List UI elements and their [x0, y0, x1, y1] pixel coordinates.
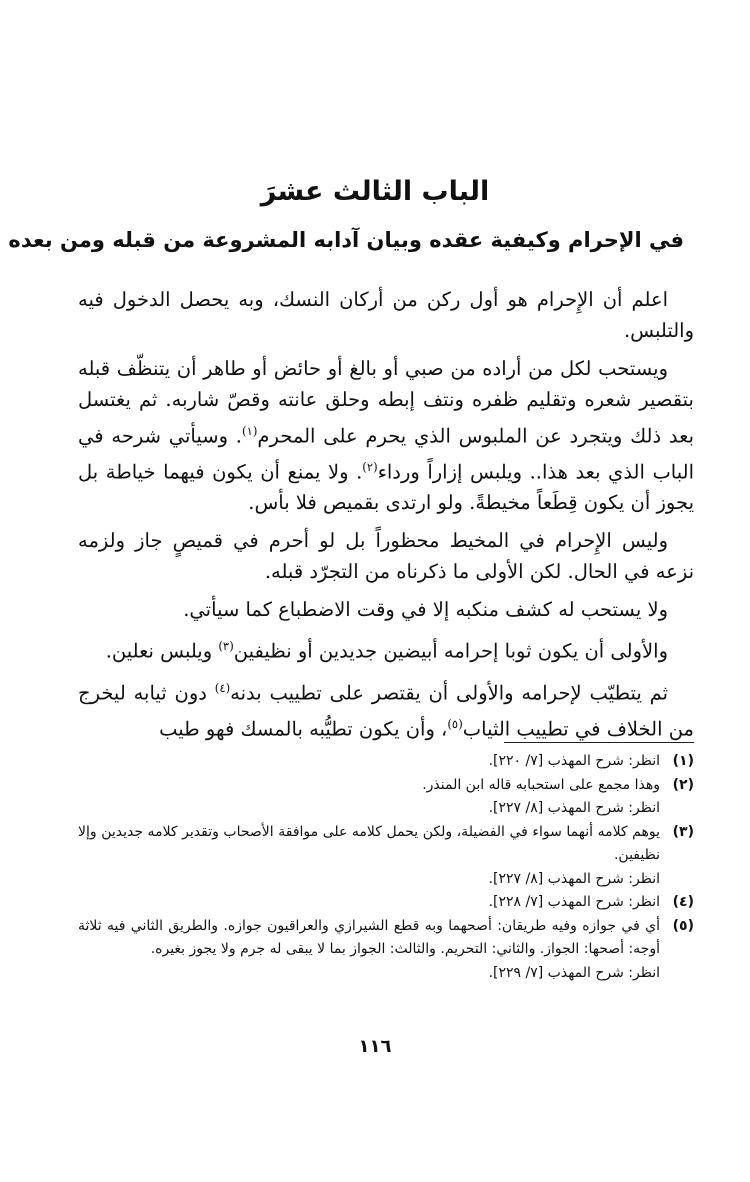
- footnote-4: [78, 891, 694, 915]
- paragraph-1: اعلم أن الإِحرام هو أول ركن من أركان النسك، وبه يحصل الدخول فيه والتلبس.: [78, 288, 694, 343]
- main-text: [78, 284, 694, 751]
- footnote-ref-3: (٣): [218, 639, 234, 654]
- paragraph-6-part-a: ثم يتطيّب لإحرامه والأولى أن يقتصر على تطييب بدنه: [230, 681, 668, 705]
- footnote-ref-1: (١): [242, 423, 258, 438]
- paragraph-4: ولا يستحب له كشف منكبه إلا في وقت الاضطباع كما سيأتي.: [183, 597, 668, 621]
- footnote-5: [78, 915, 694, 986]
- footnote-3: [78, 821, 694, 892]
- footnote-text: انظر: شرح المهذب [٨/ ٢٢٧].: [488, 800, 660, 816]
- footnote-text: انظر: شرح المهذب [٧/ ٢٢٨].: [488, 894, 660, 910]
- footnote-number: (٣): [672, 823, 694, 840]
- footnote-number: (٤): [672, 894, 694, 910]
- chapter-title: الباب الثالث عشرَ: [260, 176, 490, 207]
- paragraph-5: [78, 631, 694, 667]
- paragraph-2: [78, 353, 694, 519]
- paragraph-6: [78, 673, 694, 745]
- footnote-text: أي في جوازه وفيه طريقان: أصحهما وبه قطع الشيرازي والعراقيون جوازه. والطريق الثاني فيه ثلاثة أوجه: أصحها: الجواز. والثاني: التحريم. والثالث: الجواز بما لا يبقى له جرم ولا يجوز بغيره.: [78, 917, 660, 957]
- paragraph-2-part-c: . ولا يمنع أن يكون فيهما خياطة بل يجوز أن يكون قِطَعاً مخيطةً. ولو ارتدى بقميص فلا بأس.: [78, 460, 694, 515]
- footnote-2: [78, 774, 694, 821]
- footnote-number: (٢): [672, 776, 694, 793]
- footnote-text: يوهم كلامه أنهما سواء في الفضيلة، ولكن يحمل كلامه على موافقة الأصحاب وتقدير كلامه جديدين وإلا نظيفين.: [78, 823, 660, 863]
- footnote-number: (١): [672, 753, 694, 769]
- footnote-text: انظر: شرح المهذب [٧/ ٢٢٠].: [488, 753, 660, 769]
- footnote-divider: [504, 742, 694, 743]
- footnote-ref-5: (٥): [447, 716, 463, 731]
- chapter-subtitle: في الإحرام وكيفية عقده وبيان آدابه المشروعة من قبله ومن بعده: [8, 228, 684, 252]
- paragraph-6-part-b: دون ثيابه ليخرج من الخلاف في تطييب الثياب: [78, 681, 694, 741]
- paragraph-3: وليس الإِحرام في المخيط محظوراً بل لو أحرم في قميصٍ جاز ولزمه نزعه في الحال. لكن الأولى ما ذكرناه من التجرّد قبله.: [78, 528, 694, 584]
- footnote-text: انظر: شرح المهذب [٧/ ٢٢٩].: [488, 964, 660, 981]
- paragraph-6-part-c: ، وأن يكون تطيُّبه بالمسك فهو طيب: [159, 717, 448, 741]
- footnotes: [78, 750, 694, 985]
- footnote-ref-2: (٢): [362, 459, 378, 474]
- paragraph-5-part-a: والأولى أن يكون ثوبا إحرامه أبيضين جديدين أو نظيفين: [233, 639, 668, 663]
- footnote-text: انظر: شرح المهذب [٨/ ٢٢٧].: [488, 870, 660, 887]
- footnote-ref-4: (٤): [214, 680, 231, 695]
- paragraph-5-part-b: ويلبس نعلين.: [105, 639, 219, 663]
- footnote-text: وهذا مجمع على استحبابه قاله ابن المنذر.: [422, 776, 660, 793]
- page-number: ١١٦: [358, 1036, 392, 1057]
- paragraph-2-part-b: . وسيأتي شرحه في الباب الذي بعد هذا.. ويلبس إزاراً ورداء: [78, 424, 694, 484]
- paragraph-2-part-a: ويستحب لكل من أراده من صبي أو بالغ أو حائض أو طاهر أن يتنظّف قبله بتقصير شعره وتقليم ظفره ونتف إبطه وحلق عانته وقصّ شاربه. ثم يغتسل بعد ذلك ويتجرد عن الملبوس الذي يحرم على المحرم: [78, 356, 694, 448]
- footnote-1: [78, 750, 694, 774]
- footnote-number: (٥): [672, 917, 694, 934]
